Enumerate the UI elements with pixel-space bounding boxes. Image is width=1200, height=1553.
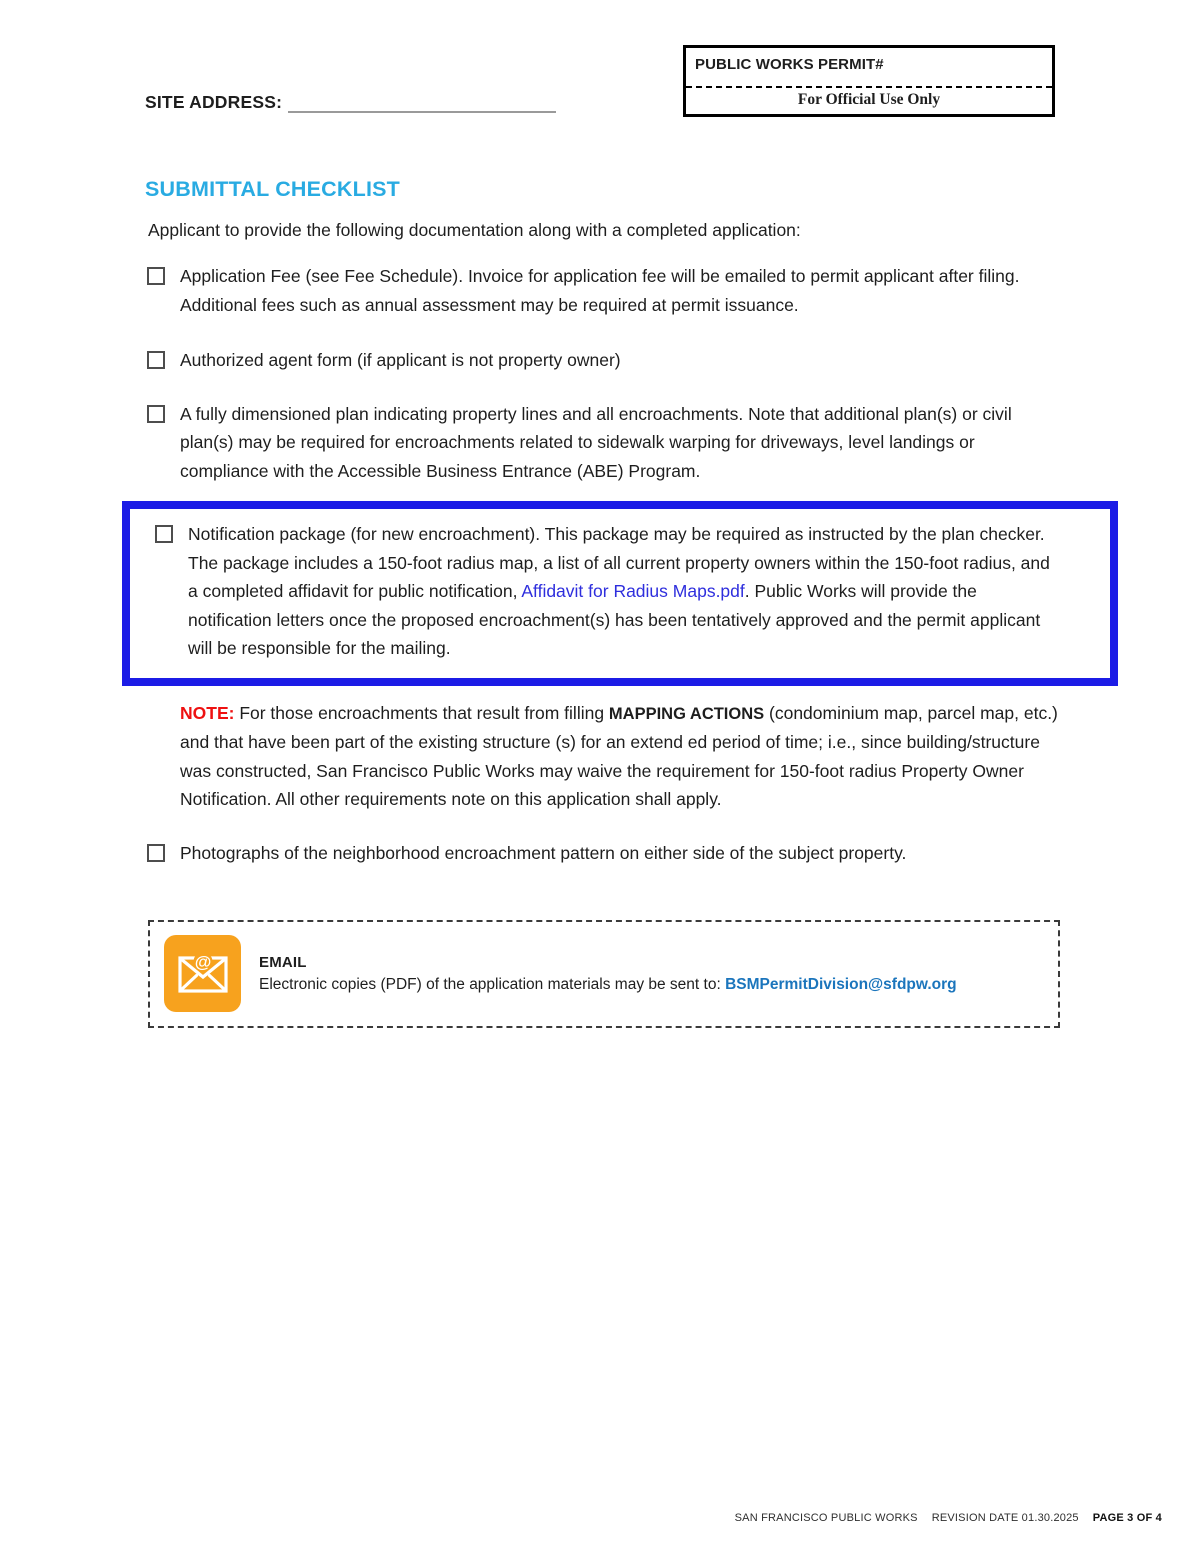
checkbox-dimensioned-plan[interactable]: [147, 405, 165, 423]
page-footer: [735, 1512, 1162, 1524]
site-address-row: [145, 92, 556, 113]
intro-text: Applicant to provide the following documentation along with a completed application:: [148, 220, 801, 240]
checkbox-notification-package[interactable]: [155, 525, 173, 543]
affidavit-radius-maps-link[interactable]: Affidavit for Radius Maps.pdf: [521, 581, 745, 601]
permit-number-label: PUBLIC WORKS PERMIT#: [695, 56, 884, 73]
checklist-item-text: Authorized agent form (if applicant is not property owner): [180, 350, 621, 370]
notification-text-before: Notification package (for new encroachment). This package may be required as instructed by the plan checker. The package includes a 150-foot radius map, a list of all current property owners within the 150-foot radius, and a completed affidavit for public notification,: [188, 524, 1050, 601]
footer-agency: SAN FRANCISCO PUBLIC WORKS: [734, 1512, 918, 1524]
email-envelope-icon: [164, 935, 241, 1012]
official-use-label: For Official Use Only: [686, 86, 1052, 114]
footer-page-number: PAGE 3 OF 4: [1092, 1512, 1162, 1524]
site-address-label: SITE ADDRESS:: [145, 92, 283, 112]
footer-revision-date: REVISION DATE 01.30.2025: [931, 1512, 1079, 1524]
checklist-item-text: Photographs of the neighborhood encroachment pattern on either side of the subject property.: [180, 842, 907, 863]
note-text-2: (condominium map, parcel map, etc.) and that have been part of the existing structure (s) for an extend ed period of time; i.e., since building/structure was constructed, San Francisco Public Works may waive the requirement for 150-foot radius Property Owner Notification. All other requirements note on this application shall apply.: [180, 702, 1058, 809]
checklist-item-text: Application Fee (see Fee Schedule). Invoice for application fee will be emailed to permit applicant after filing. Additional fees such as annual assessment may be required at permit issuance.: [180, 266, 1020, 315]
section-heading: SUBMITTAL CHECKLIST: [145, 177, 401, 201]
checklist-item-photographs: [145, 839, 1123, 868]
email-text-block: [259, 954, 957, 994]
email-title: EMAIL: [259, 953, 307, 971]
checklist-section: [145, 177, 1123, 1028]
checklist-item-authorized-agent: [145, 346, 1123, 375]
svg-text:@: @: [194, 952, 211, 971]
email-instruction-text: Electronic copies (PDF) of the application materials may be sent to:: [259, 975, 726, 993]
checkbox-authorized-agent[interactable]: [147, 351, 165, 369]
checklist-item-text: [188, 520, 1056, 663]
note-text-1: For those encroachments that result from filling: [234, 702, 609, 723]
note-paragraph: [180, 699, 1065, 814]
checklist-item-application-fee: [145, 262, 1123, 319]
permit-box: [683, 45, 1055, 117]
checkbox-photographs[interactable]: [147, 844, 165, 862]
checklist-item-text: A fully dimensioned plan indicating property lines and all encroachments. Note that additional plan(s) or civil plan(s) may be required for encroachments related to sidewalk warping for driveways, level landings or compliance with the Accessible Business Entrance (ABE) Program.: [180, 403, 1012, 481]
highlighted-item-box: [122, 501, 1118, 686]
note-label: NOTE:: [180, 702, 235, 723]
email-instruction: [259, 976, 957, 994]
notification-text-after: . Public Works will provide the notification letters once the proposed encroachment(s) has been tentatively approved and the permit applicant will be responsible for the mailing.: [188, 581, 1041, 658]
email-info-box: [148, 920, 1060, 1028]
checklist-item-dimensioned-plan: [145, 400, 1123, 486]
note-emphasis-mapping-actions: MAPPING ACTIONS: [608, 704, 765, 723]
checklist-item-notification-package: [151, 520, 1072, 663]
email-address-link[interactable]: BSMPermitDivision@sfdpw.org: [725, 975, 957, 993]
site-address-blank-field[interactable]: [288, 97, 556, 113]
checkbox-application-fee[interactable]: [147, 267, 165, 285]
